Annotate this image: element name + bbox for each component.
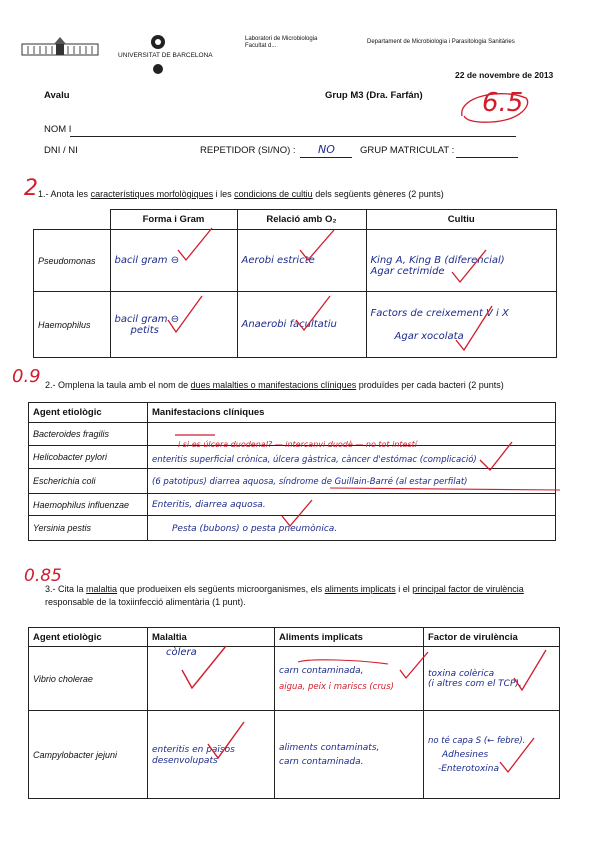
table-row	[29, 446, 556, 469]
q2-score: 0.9	[12, 366, 41, 387]
q1-text-post: dels següents gèneres (2 punts)	[312, 189, 444, 199]
q3-text-pre: Cita la	[58, 584, 87, 594]
grup-field[interactable]	[456, 146, 518, 158]
q1-text-u2: condicions de cultiu	[234, 189, 313, 199]
genus-cell: Haemophilus	[34, 292, 111, 358]
total-grade: 6.5	[482, 88, 524, 118]
factor-answer-1: no té capa S (← febre).	[428, 735, 526, 746]
q3-table	[28, 627, 560, 799]
agent-cell: Vibrio cholerae	[29, 647, 148, 711]
grup-label: GRUP MATRICULAT :	[360, 145, 455, 156]
table-row	[29, 469, 556, 494]
manifest-answer: (6 patotipus) diarrea aquosa, síndrome de Guillain-Barré (al estar perfilat)	[152, 476, 468, 487]
q3-text-mid1: que produeixen els següents microorganismes, els	[117, 584, 325, 594]
q1-header-cultiu: Cultiu	[366, 210, 557, 230]
lab-line1: Laboratori de Microbiologia	[245, 36, 318, 42]
q1-text-mid: i les	[213, 189, 235, 199]
seal-small-icon	[152, 63, 164, 75]
q1-text-u1: característiques morfològiques	[90, 189, 214, 199]
q3-num: 3.-	[45, 584, 56, 594]
table-row	[29, 494, 556, 516]
q3-header-aliments: Aliments implicats	[275, 628, 424, 647]
manifest-answer: úlcera gàstrica, càncer d'estómac (complicació)	[273, 455, 477, 465]
cultiu-cell	[366, 230, 557, 292]
q2-header-manifest: Manifestacions clíniques	[148, 403, 556, 423]
agent-cell: Campylobacter jejuni	[29, 711, 148, 799]
agent-cell: Helicobacter pylori	[29, 446, 148, 469]
q1-question	[38, 189, 444, 199]
q2-question	[45, 380, 504, 390]
q2-header-agent: Agent etiològic	[29, 403, 148, 423]
group-label: Grup M3 (Dra. Farfán)	[325, 90, 423, 101]
dni-label: DNI / NI	[44, 145, 78, 156]
forma-cell	[110, 230, 237, 292]
factor-cell	[424, 647, 560, 711]
aliments-cell	[275, 647, 424, 711]
eval-label: Avalu	[44, 90, 70, 101]
agent-cell: Bacteroides fragilis	[29, 423, 148, 446]
malaltia-cell	[148, 711, 275, 799]
q3-header-factor: Factor de virulència	[424, 628, 560, 647]
manifest-cell	[148, 440, 556, 469]
department-name: Departament de Microbiologia i Parasitologia Sanitàries	[367, 39, 515, 45]
q1-header-relacio: Relació amb O₂	[237, 210, 366, 230]
forma-answer: bacil gram ⊖	[114, 255, 180, 266]
q2-text-pre: Omplena la taula amb el nom de	[58, 380, 191, 390]
cultiu-answer-2: Agar xocolata	[394, 330, 464, 342]
table-row	[29, 516, 556, 541]
q1-text-pre: Anota les	[50, 189, 91, 199]
manifest-cell	[148, 469, 556, 494]
seal-icon	[150, 34, 166, 50]
table-row	[34, 230, 557, 292]
building-icon	[20, 36, 100, 56]
factor-answer-2: (i altres com el TCP).	[428, 678, 522, 689]
table-row	[34, 292, 557, 358]
q3-score: 0.85	[24, 566, 62, 586]
q2-table	[28, 402, 556, 541]
university-name: UNIVERSITAT DE BARCELONA	[118, 52, 213, 59]
forma-answer: bacil gram ⊖	[114, 313, 180, 325]
exam-date: 22 de novembre de 2013	[455, 70, 554, 80]
malaltia-cell	[148, 647, 275, 711]
manifest-answer: Pesta (bubons) o pesta pneumònica.	[172, 523, 338, 534]
q2-text-post: produïdes per cada bacteri (2 punts)	[356, 380, 504, 390]
q3-question	[45, 583, 565, 609]
q3-text-post: responsable de la toxiinfecció alimentària (1 punt).	[45, 597, 246, 607]
q3-text-u1: malaltia	[86, 584, 118, 594]
aliments-cell	[275, 711, 424, 799]
aliments-answer-2: aigua, peix i mariscs (crus)	[279, 681, 394, 692]
q1-header-empty	[34, 210, 111, 230]
malaltia-answer: enteritis en països desenvolupats	[152, 744, 235, 766]
cultiu-answer-1: King A, King B (diferencial)	[370, 254, 505, 266]
factor-answer-1: toxina colèrica	[428, 668, 495, 679]
university-logo	[20, 36, 100, 56]
q2-num: 2.-	[45, 380, 56, 390]
nom-field[interactable]	[70, 124, 516, 137]
agent-cell: Haemophilus influenzae	[29, 494, 148, 516]
factor-answer-3: -Enterotoxina	[438, 763, 499, 774]
q3-header-agent: Agent etiològic	[29, 628, 148, 647]
nom-label: NOM I	[44, 124, 72, 135]
manifest-cell	[148, 516, 556, 541]
factor-cell	[424, 711, 560, 799]
cultiu-cell	[366, 292, 557, 358]
genus-cell: Pseudomonas	[34, 230, 111, 292]
manifest-answer-pre: enteritis superficial crònica,	[152, 455, 273, 465]
manifest-answer: Enteritis, diarrea aquosa.	[152, 500, 266, 510]
lab-line2: Facultat d...	[245, 43, 277, 49]
q1-num: 1.-	[38, 189, 49, 199]
q3-text-u2: aliments implicats	[324, 584, 396, 594]
q1-header-forma: Forma i Gram	[110, 210, 237, 230]
table-row	[29, 711, 560, 799]
forma-answer-2: petits	[130, 324, 159, 336]
relacio-answer: Anaerobi facultatiu	[241, 319, 337, 330]
q1-table	[33, 209, 557, 358]
cultiu-answer-1: Factors de creixement V i X	[370, 307, 509, 319]
agent-cell: Yersinia pestis	[29, 516, 148, 541]
q1-score: 2	[24, 176, 38, 201]
q3-header-malaltia: Malaltia	[148, 628, 275, 647]
q3-text-mid2: i el	[395, 584, 413, 594]
factor-answer-2: Adhesines	[442, 749, 489, 760]
aliments-answer-1: aliments contaminats,	[279, 742, 380, 753]
faculty-seal	[152, 62, 164, 80]
q3-text-u3: principal factor de virulència	[412, 584, 524, 594]
repetidor-label: REPETIDOR (SI/NO) :	[200, 145, 296, 156]
agent-cell: Escherichia coli	[29, 469, 148, 494]
table-row	[29, 647, 560, 711]
relacio-cell	[237, 230, 366, 292]
malaltia-answer: còlera	[166, 647, 197, 658]
repetidor-value: NO	[318, 143, 335, 156]
relacio-answer: Aerobi estricte	[241, 255, 315, 266]
q2-text-u1: dues malalties o manifestacions clíniques	[190, 380, 357, 390]
cultiu-answer-2: Agar cetrimide	[370, 265, 445, 277]
manifest-cell	[148, 494, 556, 516]
relacio-cell	[237, 292, 366, 358]
manifest-comment: i si es úlcera duodenal? — intercanvi duodè — no tot intestí	[178, 440, 417, 449]
forma-cell	[110, 292, 237, 358]
aliments-answer-2: carn contaminada.	[279, 756, 364, 767]
aliments-answer-1: carn contaminada,	[279, 665, 364, 676]
